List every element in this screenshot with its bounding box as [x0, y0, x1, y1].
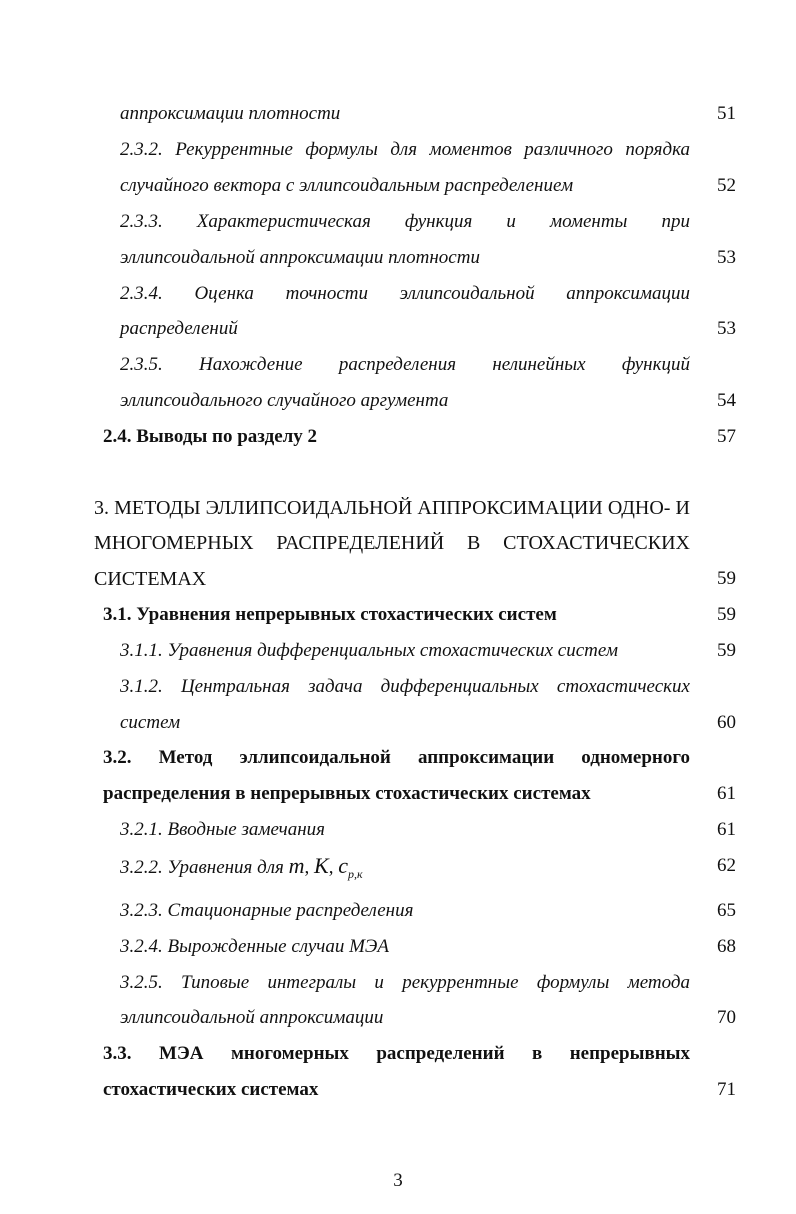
- toc-page-number: 54: [717, 390, 736, 411]
- toc-line: систем: [120, 712, 181, 733]
- toc-line-text: 3.2.2. Уравнения для: [120, 857, 284, 878]
- toc-page-number: 70: [717, 1007, 736, 1028]
- toc-line: 2.3.3. Характеристическая функция и моменты при: [120, 211, 690, 232]
- toc-line: 2.3.2. Рекуррентные формулы для моментов различного порядка: [120, 139, 690, 160]
- toc-chapter-heading: 3. МЕТОДЫ ЭЛЛИПСОИДАЛЬНОЙ АППРОКСИМАЦИИ ОДНО- И: [94, 497, 690, 519]
- toc-page-number: 53: [717, 247, 736, 268]
- toc-line: 3.2.1. Вводные замечания: [120, 819, 325, 840]
- toc-line: 3.2.3. Стационарные распределения: [120, 900, 414, 921]
- toc-page-number: 59: [717, 640, 736, 661]
- toc-page-number: 57: [717, 426, 736, 447]
- toc-line: эллипсоидальной аппроксимации: [120, 1007, 384, 1028]
- toc-line: эллипсоидальной аппроксимации плотности: [120, 247, 480, 268]
- toc-page-number: 52: [717, 175, 736, 196]
- toc-section-heading: 3.2. Метод эллипсоидальной аппроксимации одномерного: [103, 747, 690, 768]
- toc-line: аппроксимации плотности: [120, 103, 341, 124]
- toc-page-number: 59: [717, 568, 736, 589]
- math-symbol-c: c: [338, 853, 348, 878]
- toc-page-number: 51: [717, 103, 736, 124]
- toc-chapter-heading: МНОГОМЕРНЫХ РАСПРЕДЕЛЕНИЙ В СТОХАСТИЧЕСКИХ: [94, 532, 690, 554]
- toc-section-heading: распределения в непрерывных стохастических системах: [103, 783, 591, 804]
- toc-line: 2.3.4. Оценка точности эллипсоидальной аппроксимации: [120, 283, 690, 304]
- toc-chapter-heading: СИСТЕМАХ: [94, 568, 207, 590]
- toc-line: 3.1.1. Уравнения дифференциальных стохастических систем: [120, 640, 618, 661]
- toc-line: распределений: [120, 318, 238, 339]
- toc-line: 3.1.2. Центральная задача дифференциальных стохастических: [120, 676, 690, 697]
- page-footer-number: 3: [393, 1170, 403, 1191]
- toc-line: 3.2.4. Вырожденные случаи МЭА: [120, 936, 389, 957]
- toc-line: эллипсоидального случайного аргумента: [120, 390, 449, 411]
- toc-page-number: 68: [717, 936, 736, 957]
- toc-line: случайного вектора с эллипсоидальным распределением: [120, 175, 574, 196]
- toc-line: 2.3.5. Нахождение распределения нелинейных функций: [120, 354, 690, 375]
- toc-page-number: 71: [717, 1079, 736, 1100]
- toc-section-heading: 2.4. Выводы по разделу 2: [103, 426, 318, 447]
- toc-section-heading: 3.3. МЭА многомерных распределений в непрерывных: [103, 1043, 690, 1064]
- toc-section-heading: 3.1. Уравнения непрерывных стохастических систем: [103, 604, 557, 625]
- toc-page-number: 60: [717, 712, 736, 733]
- toc-line-with-formula: 3.2.2. Уравнения для m, K, $c_{p,к}$: [120, 853, 363, 881]
- toc-section-heading: стохастических системах: [103, 1079, 319, 1100]
- toc-page-number: 62: [717, 855, 736, 876]
- math-subscript: p,к: [347, 867, 363, 881]
- toc-line: 3.2.5. Типовые интегралы и рекуррентные формулы метода: [120, 972, 690, 993]
- toc-page-number: 61: [717, 783, 736, 804]
- toc-page-number: 59: [717, 604, 736, 625]
- math-symbol-m: m: [288, 853, 305, 878]
- toc-page-number: 65: [717, 900, 736, 921]
- toc-page-number: 53: [717, 318, 736, 339]
- toc-page-number: 61: [717, 819, 736, 840]
- math-symbol-k: K: [314, 853, 329, 878]
